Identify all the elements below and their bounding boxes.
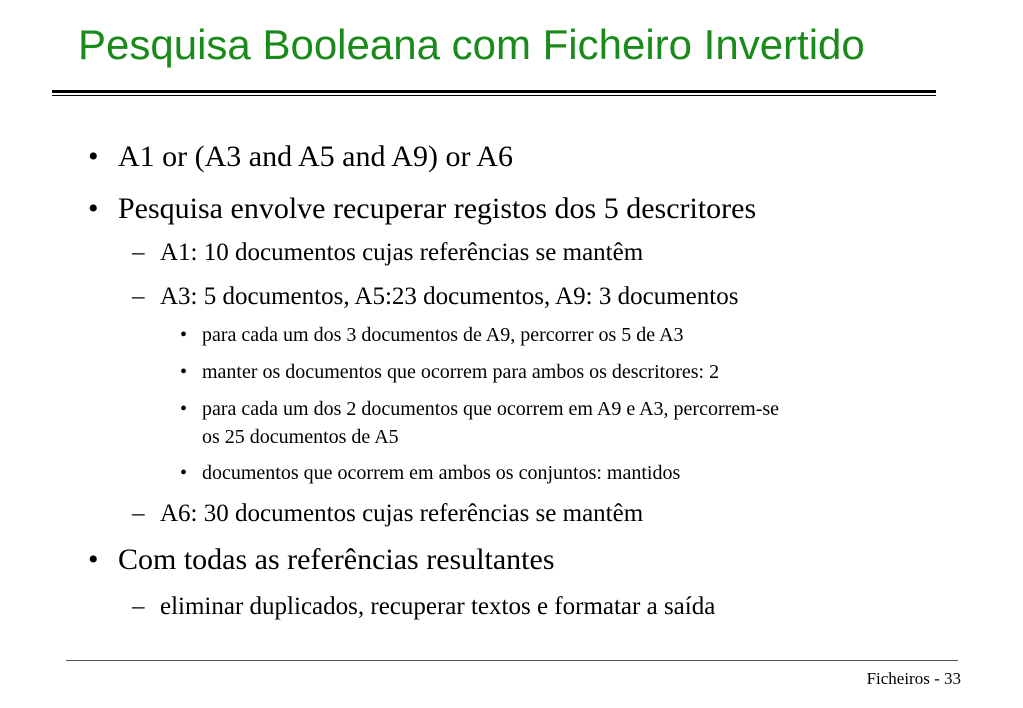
sub-bullet-item bbox=[132, 500, 644, 528]
sub-sub-bullet-continuation: os 25 documentos de A5 bbox=[202, 426, 399, 448]
bullet-marker: • bbox=[88, 140, 99, 173]
sub-sub-bullet-item bbox=[180, 324, 684, 347]
sub-bullet-item bbox=[132, 283, 739, 311]
bullet-item bbox=[88, 140, 513, 174]
dash-marker: – bbox=[132, 239, 145, 266]
sub-sub-bullet-text: para cada um dos 3 documentos de A9, percorrer os 5 de A3 bbox=[202, 324, 684, 346]
sub-bullet-text: eliminar duplicados, recuperar textos e formatar a saída bbox=[160, 593, 716, 620]
sub-sub-bullet-item bbox=[180, 462, 681, 485]
bullet-item bbox=[88, 543, 555, 577]
sub-bullet-item bbox=[132, 239, 644, 267]
sub-bullet-text: A6: 30 documentos cujas referências se mantêm bbox=[160, 500, 644, 527]
sub-sub-bullet-text: para cada um dos 2 documentos que ocorrem em A9 e A3, percorrem-se bbox=[202, 398, 780, 420]
sub-sub-bullet-item bbox=[180, 361, 720, 384]
sub-sub-bullet-text: documentos que ocorrem em ambos os conjuntos: mantidos bbox=[202, 462, 681, 484]
bullet-marker: • bbox=[180, 361, 188, 383]
dash-marker: – bbox=[132, 283, 145, 310]
sub-sub-bullet-text: manter os documentos que ocorrem para ambos os descritores: 2 bbox=[202, 361, 720, 383]
bullet-text: A1 or (A3 and A5 and A9) or A6 bbox=[118, 140, 513, 173]
bullet-marker: • bbox=[88, 192, 99, 225]
bullet-marker: • bbox=[180, 398, 188, 420]
slide-title: Pesquisa Booleana com Ficheiro Invertido bbox=[78, 21, 865, 68]
slide-footer: Ficheiros - 33 bbox=[866, 669, 961, 688]
footer-divider bbox=[66, 660, 958, 661]
sub-bullet-text: A1: 10 documentos cujas referências se mantêm bbox=[160, 239, 644, 266]
sub-bullet-item bbox=[132, 593, 716, 621]
sub-bullet-text: A3: 5 documentos, A5:23 documentos, A9: 3 documentos bbox=[160, 283, 739, 310]
bullet-item bbox=[88, 192, 757, 226]
dash-marker: – bbox=[132, 593, 145, 620]
dash-marker: – bbox=[132, 500, 145, 527]
bullet-marker: • bbox=[180, 324, 188, 346]
bullet-text: Com todas as referências resultantes bbox=[118, 543, 555, 576]
sub-sub-bullet-item bbox=[180, 398, 780, 421]
bullet-marker: • bbox=[88, 543, 99, 576]
bullet-text: Pesquisa envolve recuperar registos dos 5 descritores bbox=[118, 192, 757, 225]
bullet-marker: • bbox=[180, 462, 188, 484]
